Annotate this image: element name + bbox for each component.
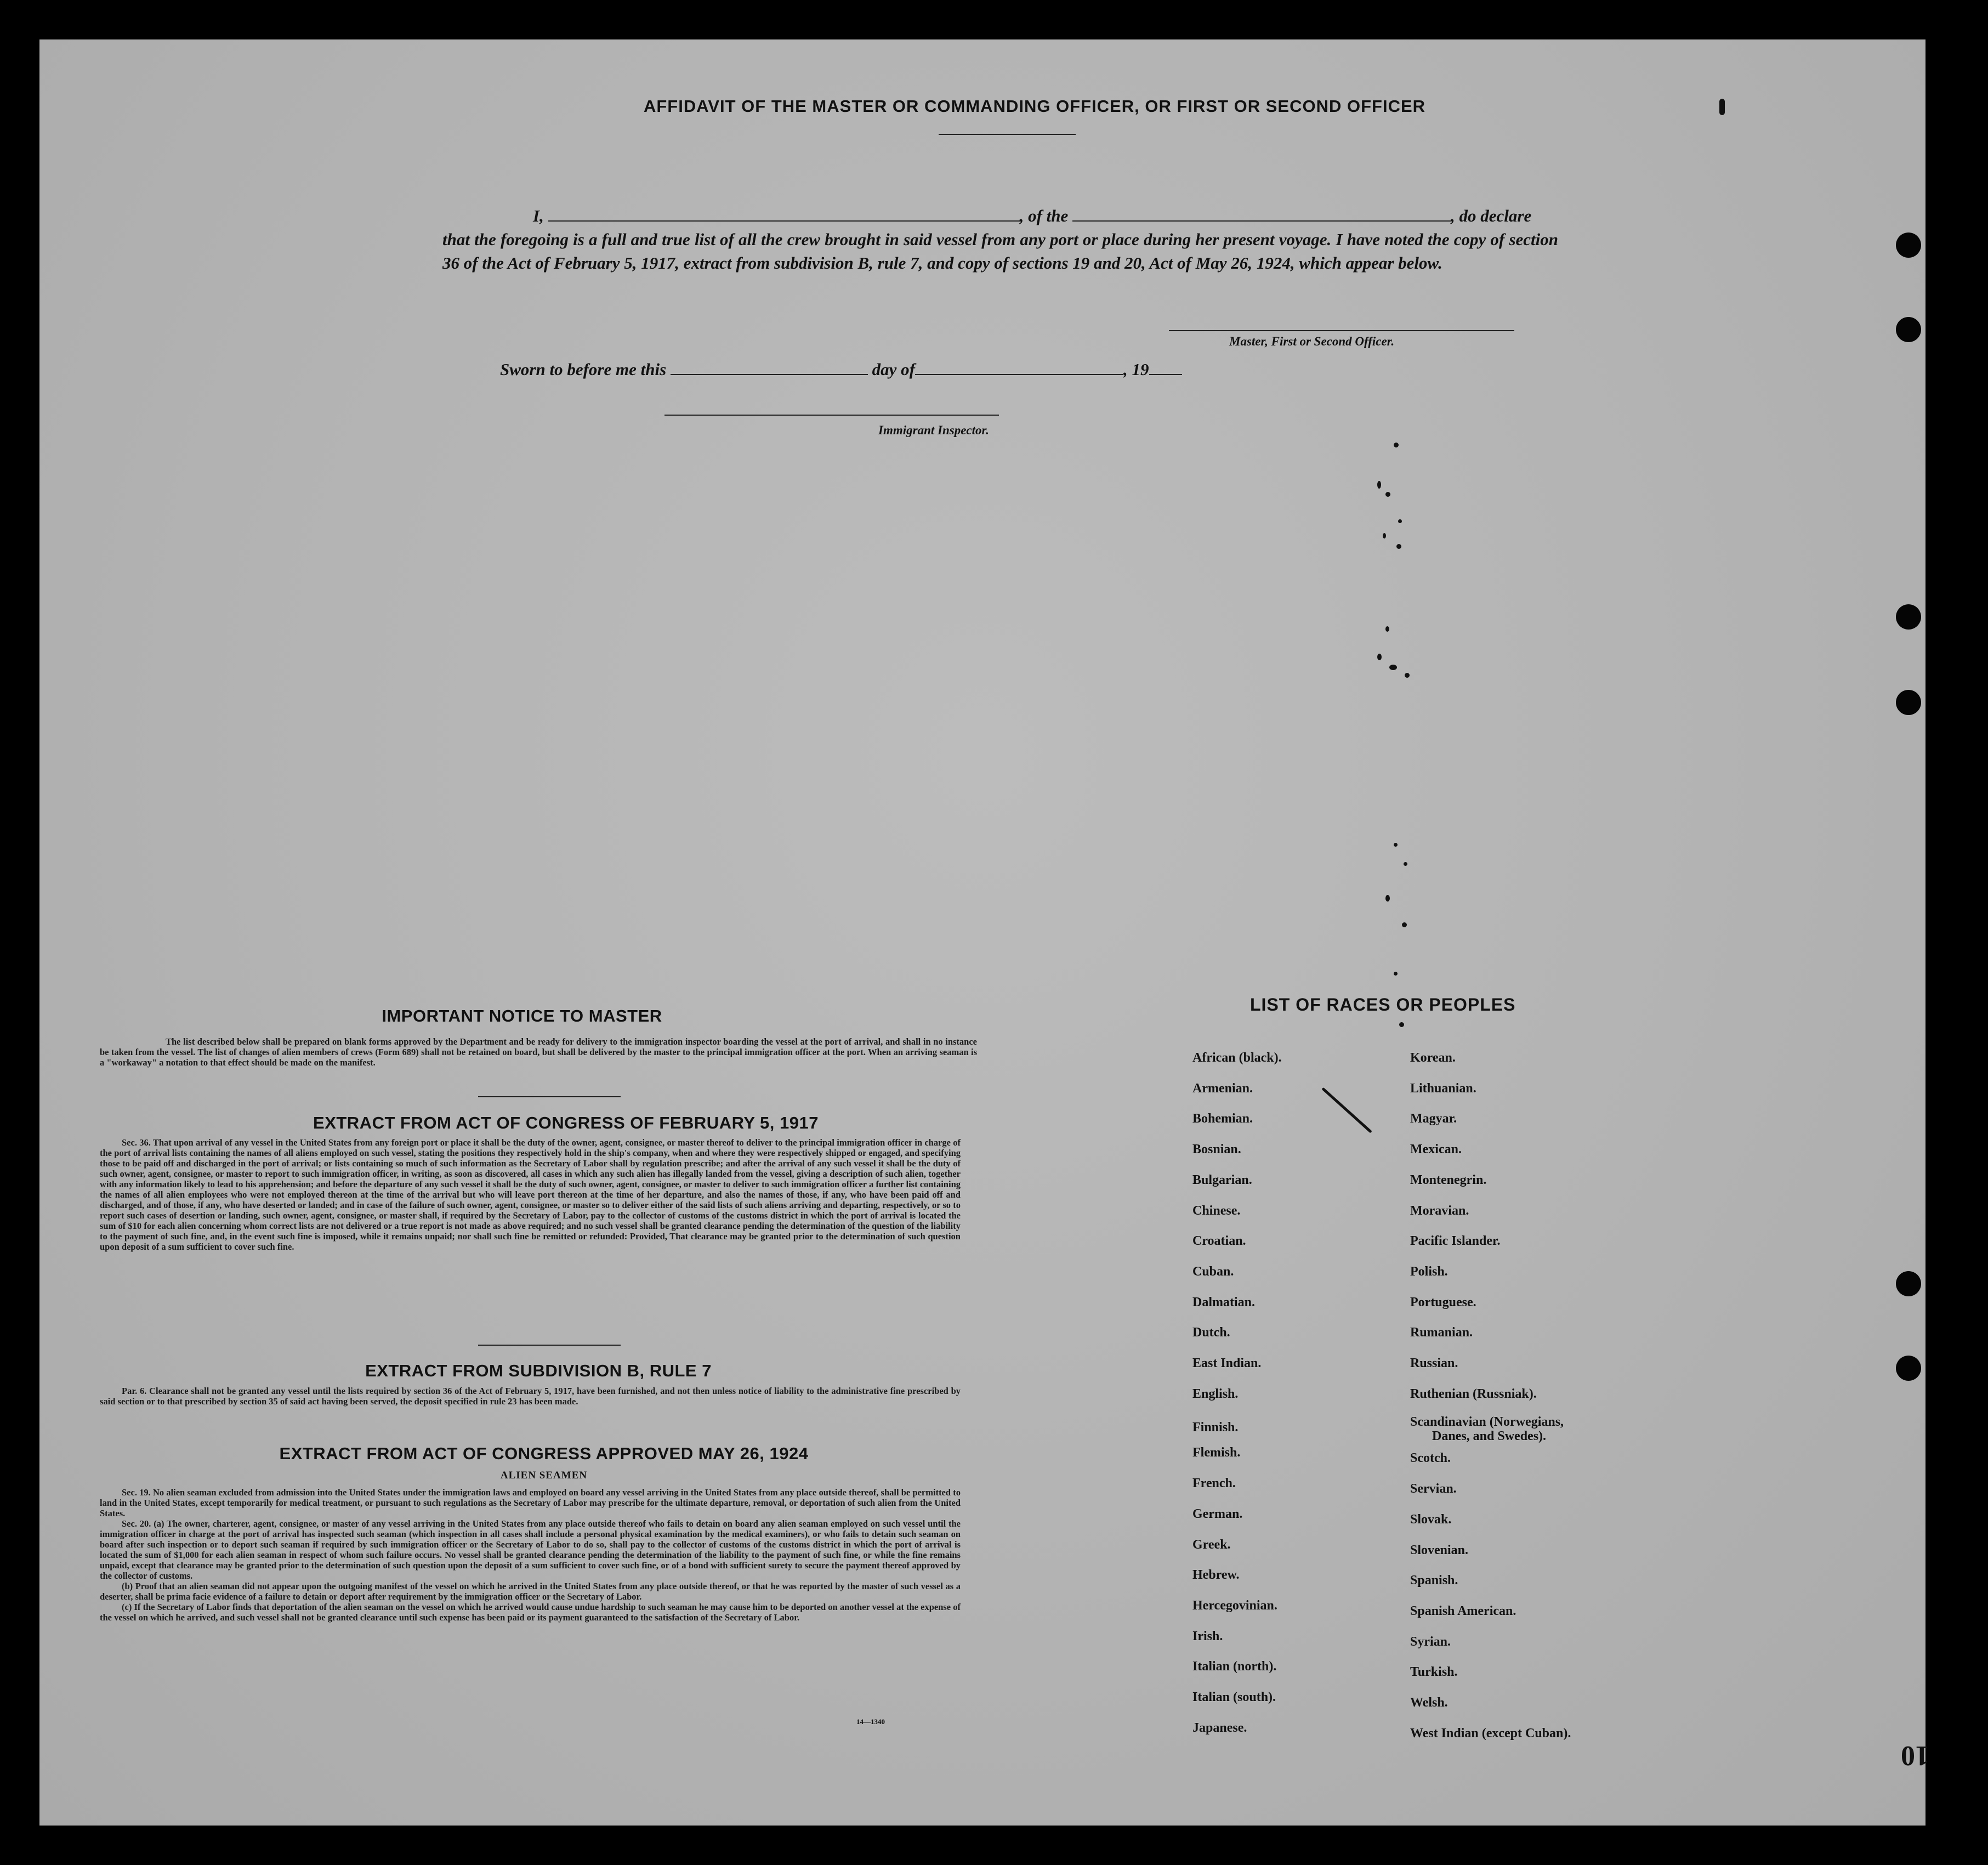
signature-label: Master, First or Second Officer. [1229,335,1395,348]
race-item: Mexican. [1410,1142,1462,1157]
day-of-label: day of [872,360,915,379]
race-item: Korean. [1410,1051,1456,1065]
race-item: French. [1192,1476,1236,1491]
race-item: Servian. [1410,1482,1457,1496]
race-item: Chinese. [1192,1203,1241,1218]
race-item: Bulgarian. [1192,1172,1252,1187]
races-left-column [1192,1043,1282,1743]
race-item: Slovak. [1410,1512,1452,1527]
race-item: Hercegovinian. [1192,1598,1277,1613]
pen-stroke [1321,1087,1372,1133]
race-item: Italian (south). [1192,1690,1276,1705]
race-item-continuation: Danes, and Swedes). [1432,1429,1547,1444]
race-item: Irish. [1192,1629,1223,1643]
ink-mark [1398,519,1402,523]
ink-mark [1394,843,1398,847]
race-item: Bohemian. [1192,1112,1253,1126]
punch-hole [1896,1271,1921,1296]
page-number: 10 [1901,1740,1929,1771]
ink-mark [1385,895,1390,902]
title-underline [939,134,1076,135]
affidavit-of-the-label: , of the [1019,206,1069,225]
race-item: Moravian. [1410,1203,1469,1218]
race-item: Scandinavian (Norwegians, Danes, and Swedes). [1410,1409,1571,1443]
vessel-name-field[interactable] [1072,205,1451,222]
section-19-text: Sec. 19. No alien seaman excluded from admission into the United States under the immigration laws and employed on board any vessel arriving in the United States from any place outside thereof, shall be permitted to land in the United States, except temporarily for medical treatment, or pursuant to such regulations as the Secretary of Labor may prescribe for the ultimate departure, removal, or deportation of such alien from the United States. [100,1487,961,1518]
race-item: Portuguese. [1410,1295,1476,1310]
section-divider [478,1345,621,1346]
punch-hole [1896,317,1921,342]
ink-mark [1383,533,1386,538]
race-item: Polish. [1410,1264,1448,1279]
notice-text: The list described below shall be prepared on blank forms approved by the Department and be ready for delivery to the immigration inspector boarding the vessel at the port of arrival, and shall in no instance be taken from the vessel. The list of changes of alien members of crews (Form 689) shall not be retained on board, but shall be delivered by the master to the principal immigration officer at the port. When an arriving seaman is a "workaway" a notation to that effect should be made on the manifest. [100,1036,977,1068]
affidavit-i-label: I, [533,206,544,225]
punch-hole [1896,604,1921,630]
sworn-day-field[interactable] [671,359,868,375]
race-item: African (black). [1192,1051,1282,1065]
races-title: LIST OF RACES OR PEOPLES [1250,995,1516,1014]
extract-1924-title: EXTRACT FROM ACT OF CONGRESS APPROVED MAY 26, 1924 [279,1444,809,1463]
ink-mark [1385,492,1390,497]
ink-mark [1385,626,1389,632]
rule7-text: Par. 6. Clearance shall not be granted any vessel until the lists required by section 36 of the Act of February 5, 1917, have been furnished, and not then unless notice of liability to the administrative fine prescribed by said section or to that prescribed by section 35 of said act having been served, the deposit specified in rule 23 has been made. [100,1386,961,1407]
notice-title: IMPORTANT NOTICE TO MASTER [382,1006,662,1025]
section-20b-text: (b) Proof that an alien seaman did not appear upon the outgoing manifest of the vessel on which he arrived in the United States from any place outside thereof, or that he was reported by the master of such vessel as a deserter, shall be prima facie evidence of a failure to detain or deport after requirement by the immigration officer or the Secretary of Labor. [100,1581,961,1602]
affidavit-title: AFFIDAVIT OF THE MASTER OR COMMANDING OFFICER, OR FIRST OR SECOND OFFICER [643,97,1426,116]
extract-1924-body [100,1487,961,1623]
ink-mark [1396,544,1401,549]
race-item: Syrian. [1410,1634,1451,1649]
race-item: Japanese. [1192,1720,1247,1735]
race-item: Slovenian. [1410,1543,1469,1557]
race-item: Greek. [1192,1537,1231,1552]
race-item: Croatian. [1192,1234,1246,1249]
race-item: Welsh. [1410,1696,1448,1710]
race-item: Ruthenian (Russniak). [1410,1386,1537,1401]
race-item: Cuban. [1192,1264,1234,1279]
race-item: Pacific Islander. [1410,1234,1501,1249]
section-20a-text: Sec. 20. (a) The owner, charterer, agent, consignee, or master of any vessel arriving in the United States from any place outside thereof who fails to detain on board any alien seaman employed on such vessel until the immigration officer in charge at the port of arrival has inspected such seaman (which inspection in all cases shall include a personal physical examination by the medical examiners), or who fails to detain such seaman on board after such inspection or to deport such seaman if required by such immigration officer or the Secretary of Labor to do so, shall pay to the collector of customs of the customs district in which the port of arrival is located the sum of $1,000 for each alien seaman in respect of whom such failure occurs. No vessel shall be granted clearance pending the determination of the liability to the payment of such fine, or while the fine remains unpaid, except that clearance may be granted prior to the determination of such question upon the deposit of a sum sufficient to cover such fine, or of a bond with sufficient surety to secure the payment thereof approved by the collector of customs. [100,1518,961,1581]
affidavit-body: that the foregoing is a full and true list of all the crew brought in said vessel from any port or place during her present voyage. I have noted the copy of section 36 of the Act of February 5, 1917, extract from subdivision B, rule 7, and copy of sections 19 and 20, Act of May 26, 1924, which appear below. [442,230,1558,273]
ink-mark [1399,1022,1404,1027]
alien-seamen-subtitle: ALIEN SEAMEN [500,1470,588,1481]
ink-mark [1405,673,1410,678]
edge-mark [1719,99,1725,115]
section-divider [478,1096,621,1097]
signature-line [1169,330,1514,331]
race-item: Spanish American. [1410,1603,1516,1618]
ink-mark [1394,972,1398,976]
ink-mark [1389,665,1397,670]
document-page [39,39,1929,1826]
race-item: English. [1192,1386,1239,1401]
punch-hole [1896,1356,1921,1381]
punch-hole [1896,233,1921,258]
race-item: Dutch. [1192,1325,1230,1340]
rule7-title: EXTRACT FROM SUBDIVISION B, RULE 7 [365,1361,712,1380]
race-item: Russian. [1410,1356,1458,1371]
sworn-line [500,358,1322,381]
punch-hole [1896,690,1921,715]
section-20c-text: (c) If the Secretary of Labor finds that deportation of the alien seaman on the vessel on which he arrived would cause undue hardship to such seaman he may cause him to be deported on another vessel at the expense of the vessel on which he arrived, and such vessel shall not be granted clearance until such expense has been paid or its payment guaranteed to the satisfaction of the Secretary of Labor. [100,1602,961,1623]
ink-mark [1402,922,1407,927]
race-item: Bosnian. [1192,1142,1241,1157]
race-item: West Indian (except Cuban). [1410,1726,1571,1741]
affidavit-declare-label: , do declare [1451,206,1532,225]
ink-mark [1377,481,1381,489]
race-item: Scotch. [1410,1451,1451,1466]
race-item: East Indian. [1192,1356,1262,1371]
ink-mark [1404,862,1407,866]
race-item: Magyar. [1410,1112,1457,1126]
race-item: Turkish. [1410,1665,1458,1680]
declarant-name-field[interactable] [548,205,1020,222]
race-item: Spanish. [1410,1573,1458,1588]
race-item: Armenian. [1192,1081,1253,1096]
inspector-label: Immigrant Inspector. [878,423,989,437]
sworn-year-label: , 19 [1123,360,1149,379]
races-right-column [1410,1043,1571,1749]
sworn-month-field[interactable] [915,359,1123,375]
race-item: German. [1192,1506,1243,1521]
race-item: Italian (north). [1192,1659,1277,1674]
extract-1917-text: Sec. 36. That upon arrival of any vessel in the United States from any foreign port or place it shall be the duty of the owner, agent, consignee, or master thereof to deliver to the principal immigration officer in charge of the port of arrival lists containing the names of all aliens employed on such vessel, stating the positions they respectively hold in the ship's company, when and where they were respectively shipped or engaged, and specifying those to be paid off and discharged in the port of arrival; or lists containing so much of such information as the Secretary of Labor shall by regulation prescribe; and after the arrival of any such vessel it shall be the duty of such owner, agent, consignee, or master to report to such immigration officer, in writing, as soon as discovered, all cases in which any such alien has illegally landed from the vessel, giving a description of such alien, together with any information likely to lead to his apprehension; and before the departure of any such vessel it shall be the duty of such owner, agent, consignee, or master to deliver to such immigration officer a further list containing the names of all alien employees who were not employed thereon at the time of the arrival but who will leave port thereon at the time of her departure, and also the names of those, if any, who have been paid off and discharged, and of those, if any, who have deserted or landed; and in case of the failure of such owner, agent, consignee, or master so to deliver either of the said lists of such aliens arriving and departing, respectively, or so to report such cases of desertion or landing, such owner, agent, consignee, or master shall, if required by the Secretary of Labor, pay to the collector of customs of the customs district in which the port of arrival is located the sum of $10 for each alien concerning whom correct lists are not delivered or a true report is not made as above required; and no such vessel shall be granted clearance pending the determination of the question of the liability to the payment of such fine, and, in the event such fine is imposed, while it remains unpaid; nor shall such fine be remitted or refunded: Provided, That clearance may be granted prior to the determination of such question upon deposit of a sum sufficient to cover such fine. [100,1137,961,1252]
ink-mark [1377,654,1382,660]
ink-mark [1394,443,1399,447]
race-item: Hebrew. [1192,1568,1240,1583]
race-item: Dalmatian. [1192,1295,1255,1310]
form-number: 14—1340 [856,1717,885,1726]
race-item: Finnish. [1192,1420,1239,1435]
sworn-label: Sworn to before me this [500,360,667,379]
affidavit-line-1 [533,204,1558,228]
race-item: Rumanian. [1410,1325,1473,1340]
race-item: Lithuanian. [1410,1081,1476,1096]
inspector-signature-line [664,415,999,416]
sworn-year-field[interactable] [1149,359,1182,375]
race-item: Flemish. [1192,1445,1241,1460]
race-item: Montenegrin. [1410,1172,1487,1187]
extract-1917-title: EXTRACT FROM ACT OF CONGRESS OF FEBRUARY 5, 1917 [313,1113,819,1132]
